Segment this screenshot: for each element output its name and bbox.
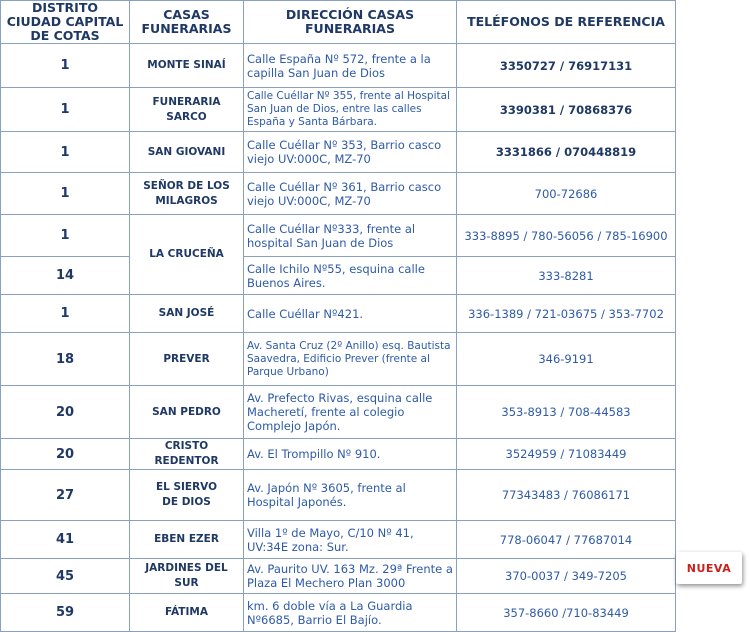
address-cell: Av. Japón Nº 3605, frente al Hospital Japonés.	[244, 470, 457, 521]
new-badge: NUEVA	[676, 552, 742, 584]
table-row	[1, 470, 676, 521]
funeral-home-name: JARDINES DEL SUR	[130, 559, 244, 594]
district-cell: 14	[1, 257, 130, 295]
phone-cell: 3390381 / 70868376	[457, 88, 676, 132]
header-funeral-homes: CASAS FUNERARIAS	[130, 1, 244, 44]
table-row	[1, 439, 676, 470]
address-cell: Calle Cuéllar Nº 353, Barrio casco viejo UV:000C, MZ-70	[244, 132, 457, 173]
phone-cell: 357-8660 /710-83449	[457, 594, 676, 632]
phone-cell: 3524959 / 71083449	[457, 439, 676, 470]
table-row	[1, 594, 676, 632]
table-row	[1, 295, 676, 333]
table-row	[1, 44, 676, 88]
phone-cell: 3331866 / 070448819	[457, 132, 676, 173]
funeral-home-name: PREVER	[130, 333, 244, 386]
phone-cell: 333-8281	[457, 257, 676, 295]
table-row	[1, 88, 676, 132]
phone-cell: 353-8913 / 708-44583	[457, 386, 676, 439]
district-cell: 20	[1, 386, 130, 439]
district-cell: 1	[1, 132, 130, 173]
funeral-home-name: SAN GIOVANI	[130, 132, 244, 173]
address-cell: Av. Paurito UV. 163 Mz. 29ª Frente a Plaza El Mechero Plan 3000	[244, 559, 457, 594]
phone-cell: 3350727 / 76917131	[457, 44, 676, 88]
address-cell: Av. Prefecto Rivas, esquina calle Macheretí, frente al colegio Complejo Japón.	[244, 386, 457, 439]
table-row	[1, 132, 676, 173]
district-cell: 18	[1, 333, 130, 386]
phone-cell: 333-8895 / 780-56056 / 785-16900	[457, 215, 676, 257]
district-cell: 1	[1, 88, 130, 132]
funeral-home-name: EBEN EZER	[130, 521, 244, 559]
table-header-row	[1, 1, 676, 44]
address-cell: Calle Cuéllar Nº421.	[244, 295, 457, 333]
address-cell: Av. El Trompillo Nº 910.	[244, 439, 457, 470]
district-cell: 27	[1, 470, 130, 521]
address-cell: Villa 1º de Mayo, C/10 Nº 41, UV:34E zona: Sur.	[244, 521, 457, 559]
table-row	[1, 559, 676, 594]
funeral-home-name: LA CRUCEÑA	[130, 215, 244, 295]
table-row	[1, 386, 676, 439]
address-cell: km. 6 doble vía a La Guardia Nº6685, Barrio El Bajío.	[244, 594, 457, 632]
address-cell: Calle España Nº 572, frente a la capilla San Juan de Dios	[244, 44, 457, 88]
phone-cell: 346-9191	[457, 333, 676, 386]
district-cell: 1	[1, 295, 130, 333]
header-address: DIRECCIÓN CASAS FUNERARIAS	[244, 1, 457, 44]
header-district: DISTRITO CIUDAD CAPITAL DE COTAS	[1, 1, 130, 44]
table-row	[1, 173, 676, 215]
funeral-home-name: CRISTO REDENTOR	[130, 439, 244, 470]
funeral-home-name: FÁTIMA	[130, 594, 244, 632]
funeral-home-name: SAN PEDRO	[130, 386, 244, 439]
phone-cell: 336-1389 / 721-03675 / 353-7702	[457, 295, 676, 333]
district-cell: 41	[1, 521, 130, 559]
phone-cell: 700-72686	[457, 173, 676, 215]
district-cell: 20	[1, 439, 130, 470]
district-cell: 59	[1, 594, 130, 632]
funeral-home-name: MONTE SINAÍ	[130, 44, 244, 88]
phone-cell: 77343483 / 76086171	[457, 470, 676, 521]
table-row	[1, 333, 676, 386]
table-row	[1, 257, 676, 295]
address-cell: Calle Cuéllar Nº333, frente al hospital San Juan de Dios	[244, 215, 457, 257]
district-cell: 1	[1, 44, 130, 88]
phone-cell: 370-0037 / 349-7205	[457, 559, 676, 594]
address-cell: Calle Cuéllar Nº 355, frente al Hospital San Juan de Dios, entre las calles España y Santa Bárbara.	[244, 88, 457, 132]
funeral-home-name: FUNERARIA SARCO	[130, 88, 244, 132]
funeral-home-name: SEÑOR DE LOS MILAGROS	[130, 173, 244, 215]
district-cell: 1	[1, 173, 130, 215]
funeral-home-name: SAN JOSÉ	[130, 295, 244, 333]
funeral-home-name: EL SIERVO DE DIOS	[130, 470, 244, 521]
district-cell: 45	[1, 559, 130, 594]
district-cell: 1	[1, 215, 130, 257]
table-row	[1, 521, 676, 559]
address-cell: Av. Santa Cruz (2º Anillo) esq. Bautista Saavedra, Edificio Prever (frente al Parque Urbano)	[244, 333, 457, 386]
table-row	[1, 215, 676, 257]
phone-cell: 778-06047 / 77687014	[457, 521, 676, 559]
header-phones: TELÉFONOS DE REFERENCIA	[457, 1, 676, 44]
address-cell: Calle Cuéllar Nº 361, Barrio casco viejo UV:000C, MZ-70	[244, 173, 457, 215]
address-cell: Calle Ichilo Nº55, esquina calle Buenos Aires.	[244, 257, 457, 295]
